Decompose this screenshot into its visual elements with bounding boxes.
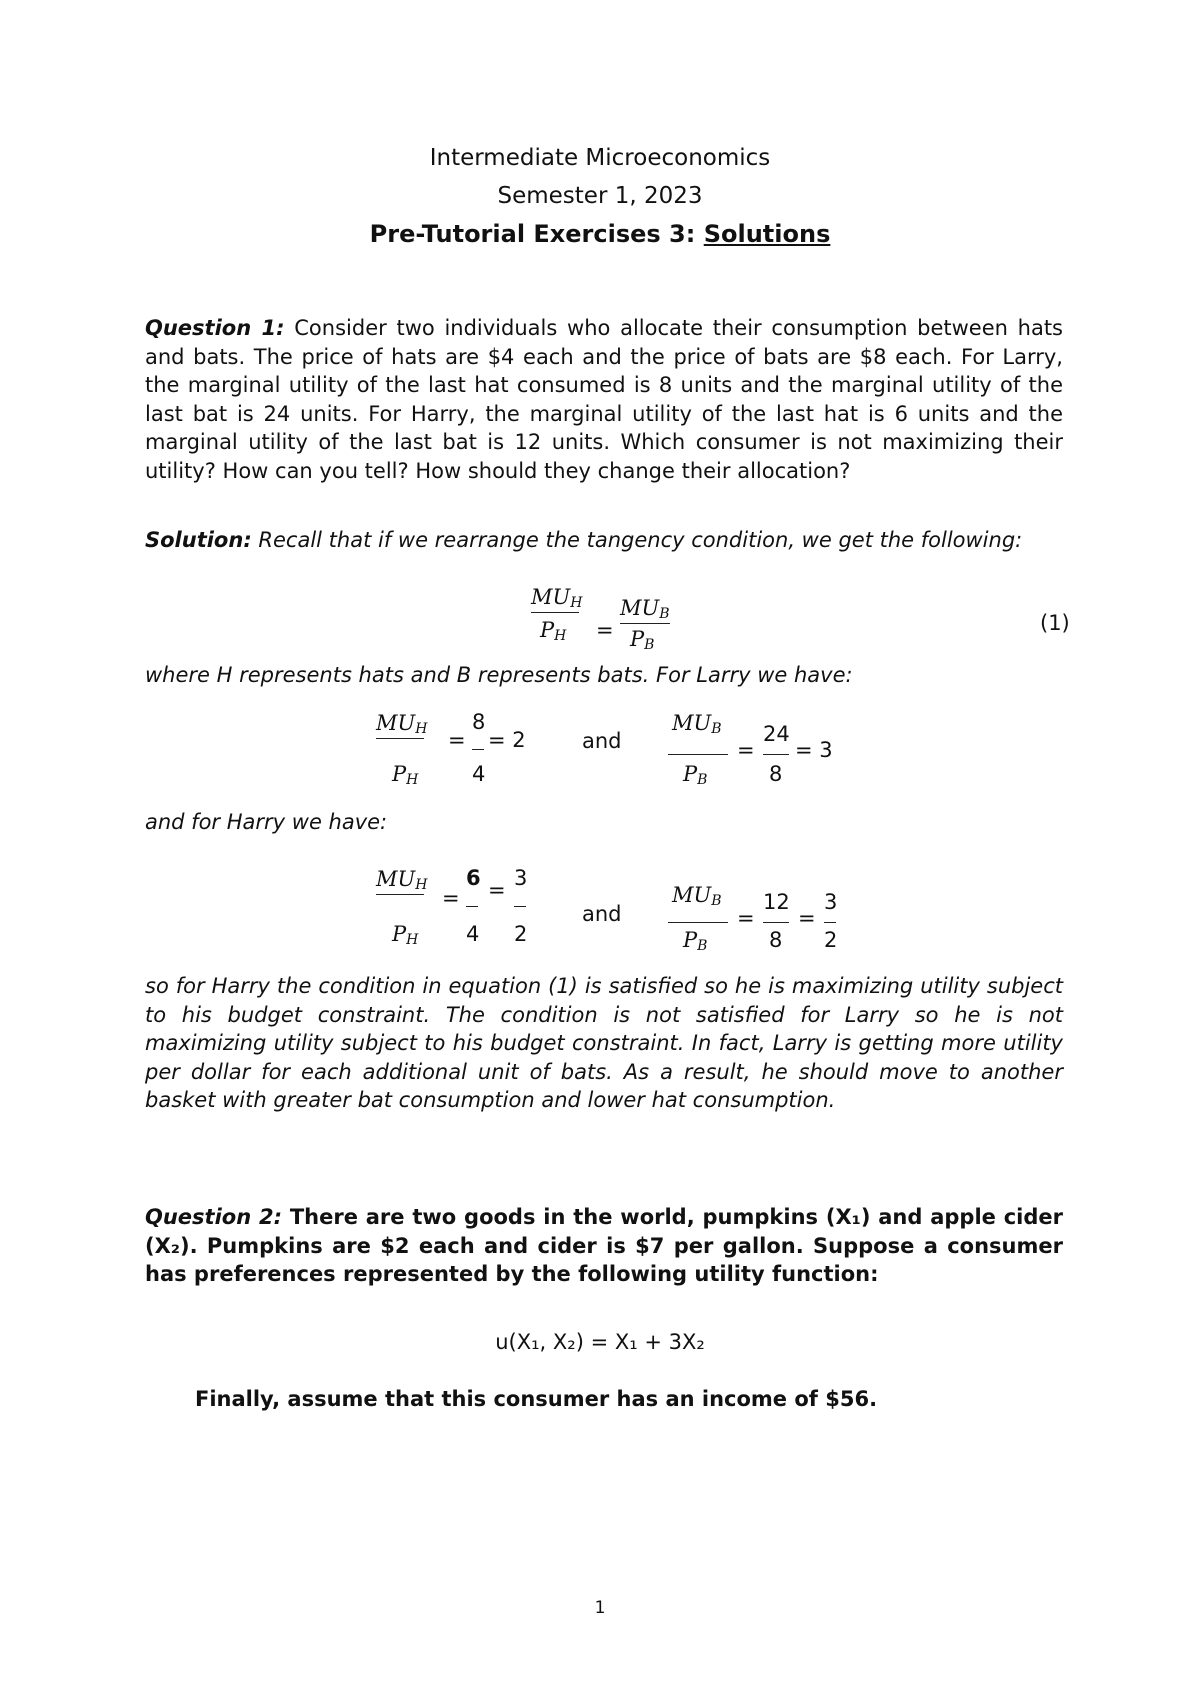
harry-hat-den: 4 xyxy=(466,922,480,946)
harry-mu-h: $MU_H$ xyxy=(376,867,428,893)
eq1-fraction-bar-h xyxy=(531,612,579,613)
semester-line: Semester 1, 2023 xyxy=(497,183,703,209)
eq1-mu-h: $MU_H$ xyxy=(531,585,583,611)
solution-1-intro xyxy=(145,526,1063,555)
harry-bat-num: 12 xyxy=(763,890,790,914)
harry-intro: and for Harry we have: xyxy=(145,810,388,834)
harry-eq-2: = xyxy=(488,878,506,902)
harry-hat-res-den: 2 xyxy=(514,922,528,946)
larry-mu-b: $MU_B$ xyxy=(672,711,722,737)
eq1-fraction-bar-b xyxy=(620,623,670,624)
harry-hat-num: 6 xyxy=(466,866,481,890)
larry-bat-result: = 3 xyxy=(795,738,833,762)
larry-hat-den: 4 xyxy=(472,762,486,786)
harry-eq-4: = xyxy=(798,906,816,930)
larry-hat-result: = 2 xyxy=(488,728,526,752)
eq1-p-b: $P_B$ xyxy=(630,627,655,653)
harry-bar-mu-h xyxy=(376,894,424,895)
larry-bar-mu-b xyxy=(668,754,728,755)
utility-function: u(X₁, X₂) = X₁ + 3X₂ xyxy=(495,1330,705,1354)
harry-mu-b: $MU_B$ xyxy=(672,883,722,909)
exercise-title xyxy=(0,220,1200,248)
larry-p-b: $P_B$ xyxy=(683,762,708,788)
larry-bat-den: 8 xyxy=(769,762,783,786)
harry-hat-bar xyxy=(466,906,478,907)
solution-1-label: Solution: xyxy=(145,528,252,552)
larry-eq-2: = xyxy=(737,738,755,762)
question-2-label: Question 2: xyxy=(145,1205,282,1229)
harry-p-b: $P_B$ xyxy=(683,928,708,954)
harry-bat-res-num: 3 xyxy=(824,890,838,914)
eq1-p-h: $P_H$ xyxy=(540,618,567,644)
larry-hat-num: 8 xyxy=(472,710,486,734)
harry-bat-res-bar xyxy=(824,922,836,923)
harry-bat-bar xyxy=(763,922,789,923)
larry-bat-num: 24 xyxy=(763,722,790,746)
harry-bat-res-den: 2 xyxy=(824,928,838,952)
eq1-equals: = xyxy=(596,618,614,642)
question-1 xyxy=(145,314,1063,485)
page-number: 1 xyxy=(594,1598,606,1618)
solution-1-conclusion: so for Harry the condition in equation (1) is satisfied so he is maximizing utility subject to his budget constraint. The condition is not satisfied for Larry so he is not maximizing utility subject to his budget constraint. In fact, Larry is getting more utility per dollar for each additional unit of bats. As a result, he should move to another basket with greater bat consumption and lower hat consumption. xyxy=(145,974,1063,1112)
where-text: where H represents hats and B represents bats. For Larry we have: xyxy=(145,663,853,687)
solution-1-intro-text: Recall that if we rearrange the tangency condition, we get the following: xyxy=(258,528,1023,552)
solutions-word: Solutions xyxy=(703,220,831,248)
harry-and: and xyxy=(582,902,622,926)
eq1-mu-b: $MU_B$ xyxy=(620,596,670,622)
question-1-label: Question 1: xyxy=(145,316,285,340)
harry-p-h: $P_H$ xyxy=(392,922,419,948)
larry-eq-1: = xyxy=(448,728,466,752)
harry-bar-mu-b xyxy=(668,922,728,923)
harry-bat-den: 8 xyxy=(769,928,783,952)
question-1-text: Consider two individuals who allocate their consumption between hats and bats. The price of hats are $4 each and the price of bats are $8 each. For Larry, the marginal utility of the last hat consumed is 8 units and the marginal utility of the last bat is 24 units. For Harry, the marginal utility of the last hat is 6 units and the marginal utility of the last bat is 12 units. Which consumer is not maximizing their utility? How can you tell? How should they change their allocation? xyxy=(145,316,1063,483)
larry-mu-h: $MU_H$ xyxy=(376,711,428,737)
larry-and: and xyxy=(582,729,622,753)
course-title: Intermediate Microeconomics xyxy=(429,145,771,171)
harry-hat-res-num: 3 xyxy=(514,866,528,890)
harry-eq-3: = xyxy=(737,906,755,930)
larry-p-h: $P_H$ xyxy=(392,762,419,788)
income-note: Finally, assume that this consumer has an income of $56. xyxy=(195,1387,878,1411)
question-2-text: There are two goods in the world, pumpkins (X₁) and apple cider (X₂). Pumpkins are $2 each and cider is $7 per gallon. Suppose a consumer has preferences represented by the following utility function: xyxy=(145,1205,1064,1286)
question-2 xyxy=(145,1203,1063,1289)
larry-bar-mu-h xyxy=(376,738,424,739)
exercise-title-prefix: Pre-Tutorial Exercises 3: xyxy=(369,220,696,248)
larry-bat-bar xyxy=(763,754,789,755)
harry-eq-1: = xyxy=(442,886,460,910)
harry-hat-res-bar xyxy=(514,906,526,907)
larry-hat-bar xyxy=(472,749,484,750)
equation-number: (1) xyxy=(1040,611,1070,635)
